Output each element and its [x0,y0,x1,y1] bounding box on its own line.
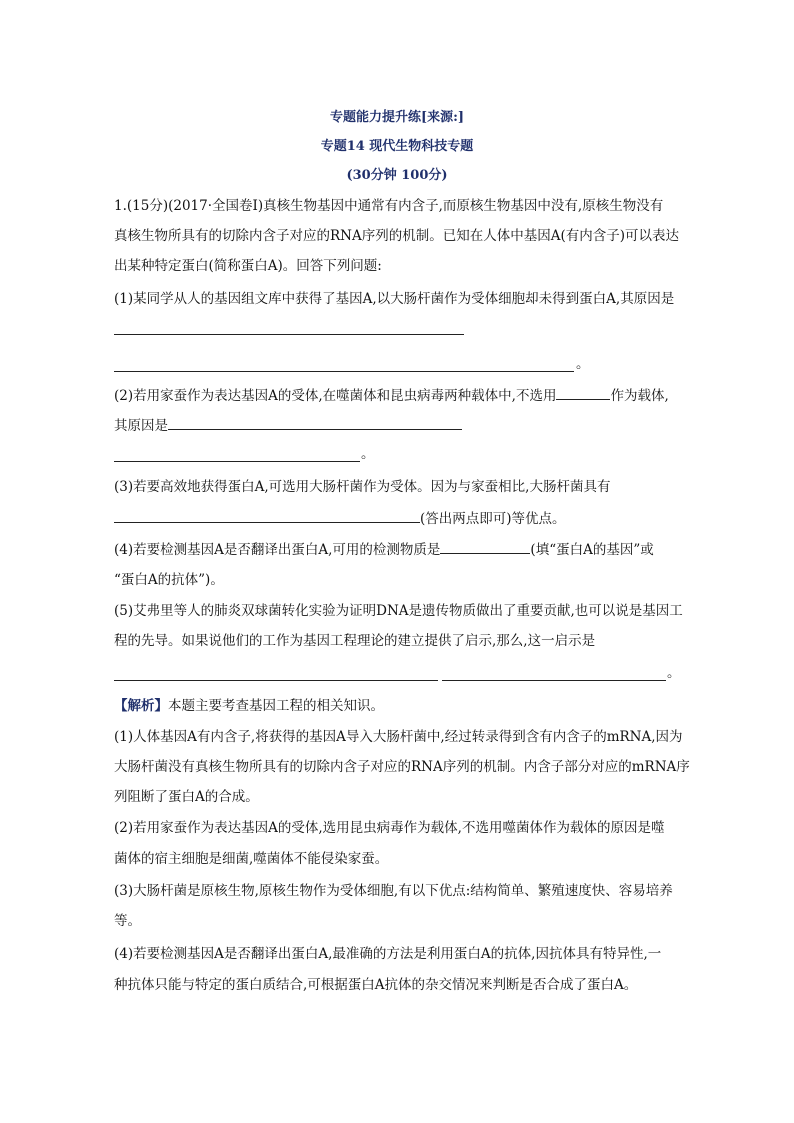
subquestion-2-text-b: 作为载体, [610,388,669,404]
analysis-1-line-1: (1)人体基因A有内含子,将获得的基因A导入大肠杆菌中,经过转录得到含有内含子的mRNA,因为 [114,729,683,745]
analysis-2-line-2: 菌体的宿主细胞是细菌,噬菌体不能侵染家蚕。 [114,851,389,867]
analysis-3-line-2: 等。 [114,913,141,929]
answer-blank-2b[interactable] [168,415,462,430]
time-score: (30分钟 100分) [346,168,448,183]
subquestion-4-line-2: “蛋白A的抗体”)。 [114,572,224,588]
header-source-line: 专题能力提升练[来源:] [329,110,465,125]
analysis-tag: 【解析】 [114,698,168,714]
answer-blank-1b[interactable] [114,371,574,372]
subquestion-3-line-2 [114,508,566,529]
subquestion-2-line-1 [114,385,669,406]
answer-blank-2c[interactable] [114,461,360,462]
subquestion-2-text-c: 其原因是 [114,418,168,434]
answer-blank-5a[interactable] [114,680,438,681]
question-stem-line-2: 真核生物所具有的切除内含子对应的RNA序列的机制。已知在人体中基因A(有内含子)可以表达 [114,228,680,244]
analysis-intro-line [114,696,384,716]
analysis-3-line-1: (3)大肠杆菌是原核生物,原核生物作为受体细胞,有以下优点:结构简单、繁殖速度快、容易培养 [114,883,673,899]
topic-title: 专题14 现代生物科技专题 [320,139,474,154]
answer-blank-3[interactable] [114,508,420,523]
subquestion-2-line-2 [114,415,462,436]
subquestion-4-text-b: (填“蛋白A的基因”或 [530,542,654,558]
subquestion-5-end: 。 [667,665,681,681]
analysis-4-line-1: (4)若要检测基因A是否翻译出蛋白A,最准确的方法是利用蛋白A的抗体,因抗体具有特异性,一 [114,946,662,962]
answer-blank-2a[interactable] [556,385,610,400]
analysis-1-line-3: 列阻断了蛋白A的合成。 [114,789,259,805]
subquestion-5-line-1: (5)艾弗里等人的肺炎双球菌转化实验为证明DNA是遗传物质做出了重要贡献,也可以说是基因工 [114,603,683,619]
subquestion-1-end: 。 [576,356,590,372]
analysis-2-line-1: (2)若用家蚕作为表达基因A的受体,选用昆虫病毒作为载体,不选用噬菌体作为载体的原因是噬 [114,820,665,836]
subquestion-2-text-a: (2)若用家蚕作为表达基因A的受体,在噬菌体和昆虫病毒两种载体中,不选用 [114,388,557,404]
analysis-4-line-2: 种抗体只能与特定的蛋白质结合,可根据蛋白A抗体的杂交情况来判断是否合成了蛋白A。 [114,977,638,993]
subquestion-4-line-1 [114,539,654,560]
answer-blank-4[interactable] [440,539,530,554]
subquestion-3-text-b: (答出两点即可)等优点。 [420,511,566,527]
subquestion-3-line-1: (3)若要高效地获得蛋白A,可选用大肠杆菌作为受体。因为与家蚕相比,大肠杆菌具有 [114,479,611,495]
question-stem-line-1: 1.(15分)(2017·全国卷Ⅰ)真核生物基因中通常有内含子,而原核生物基因中没有,原核生物没有 [114,198,664,214]
answer-blank-5b[interactable] [442,680,666,681]
subquestion-1: (1)某同学从人的基因组文库中获得了基因A,以大肠杆菌作为受体细胞却未得到蛋白A,其原因是 [114,291,675,307]
analysis-1-line-2: 大肠杆菌没有真核生物所具有的切除内含子对应的RNA序列的机制。内含子部分对应的mRNA序 [114,759,690,775]
subquestion-2-end: 。 [361,446,375,462]
question-stem-line-3: 出某种特定蛋白(简称蛋白A)。回答下列问题: [114,258,382,274]
analysis-intro: 本题主要考查基因工程的相关知识。 [168,698,384,714]
answer-blank-1a[interactable] [114,334,464,335]
subquestion-5-line-2: 程的先导。如果说他们的工作为基因工程理论的建立提供了启示,那么,这一启示是 [114,633,596,649]
subquestion-4-text-a: (4)若要检测基因A是否翻译出蛋白A,可用的检测物质是 [114,542,441,558]
